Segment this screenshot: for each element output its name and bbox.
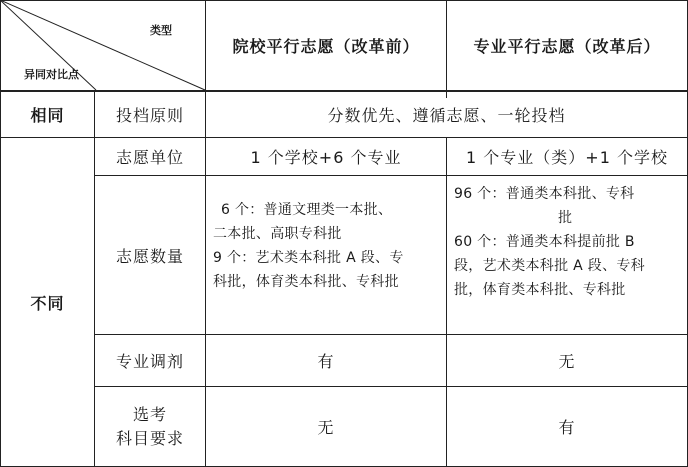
- count-after: [454, 182, 684, 302]
- count-before-line-2: 二本批、高职专科批: [213, 226, 342, 242]
- count-before-line-4: 科批，体育类本科批、专科批: [213, 274, 399, 290]
- unit-label: 志愿单位: [115, 148, 184, 167]
- count-after-line-2: 批: [558, 210, 573, 226]
- count-label: 志愿数量: [115, 246, 184, 266]
- principle-value: 分数优先、遵循志愿、一轮投档: [327, 106, 566, 125]
- adjust-label: 专业调剂: [115, 352, 184, 371]
- count-before-line-3: 9 个：艺术类本科批 A 段、专: [213, 250, 404, 266]
- subject-label-line-2: 科目要求: [115, 428, 184, 448]
- subject-before: 无: [317, 418, 335, 437]
- subject-label: [95, 387, 205, 466]
- adjust-after: 无: [558, 352, 576, 371]
- corner-top-label: 类型: [150, 24, 172, 37]
- unit-after: 1 个专业（类）+1 个学校: [466, 148, 668, 167]
- unit-before: 1 个学校+6 个专业: [250, 148, 402, 167]
- count-after-line-1: 96 个：普通类本科批、专科: [454, 186, 635, 202]
- count-after-line-5: 批，体育类本科批、专科批: [454, 282, 626, 298]
- count-before-line-1: 6 个：普通文理类一本批、: [221, 202, 393, 218]
- header-col-after: 专业平行志愿（改革后）: [473, 37, 661, 56]
- diff-label: 不同: [30, 293, 65, 313]
- subject-after: 有: [558, 418, 576, 437]
- corner-bottom-label: 异同对比点: [24, 68, 79, 81]
- subject-label-line-1: 选考: [132, 404, 167, 424]
- principle-label: 投档原则: [115, 106, 184, 125]
- count-before: [213, 198, 443, 294]
- count-after-line-3: 60 个：普通类本科提前批 B: [454, 234, 635, 250]
- same-label: 相同: [30, 106, 65, 125]
- header-col-before: 院校平行志愿（改革前）: [232, 37, 420, 56]
- adjust-before: 有: [317, 352, 335, 371]
- count-after-line-4: 段，艺术类本科批 A 段、专科: [454, 258, 645, 274]
